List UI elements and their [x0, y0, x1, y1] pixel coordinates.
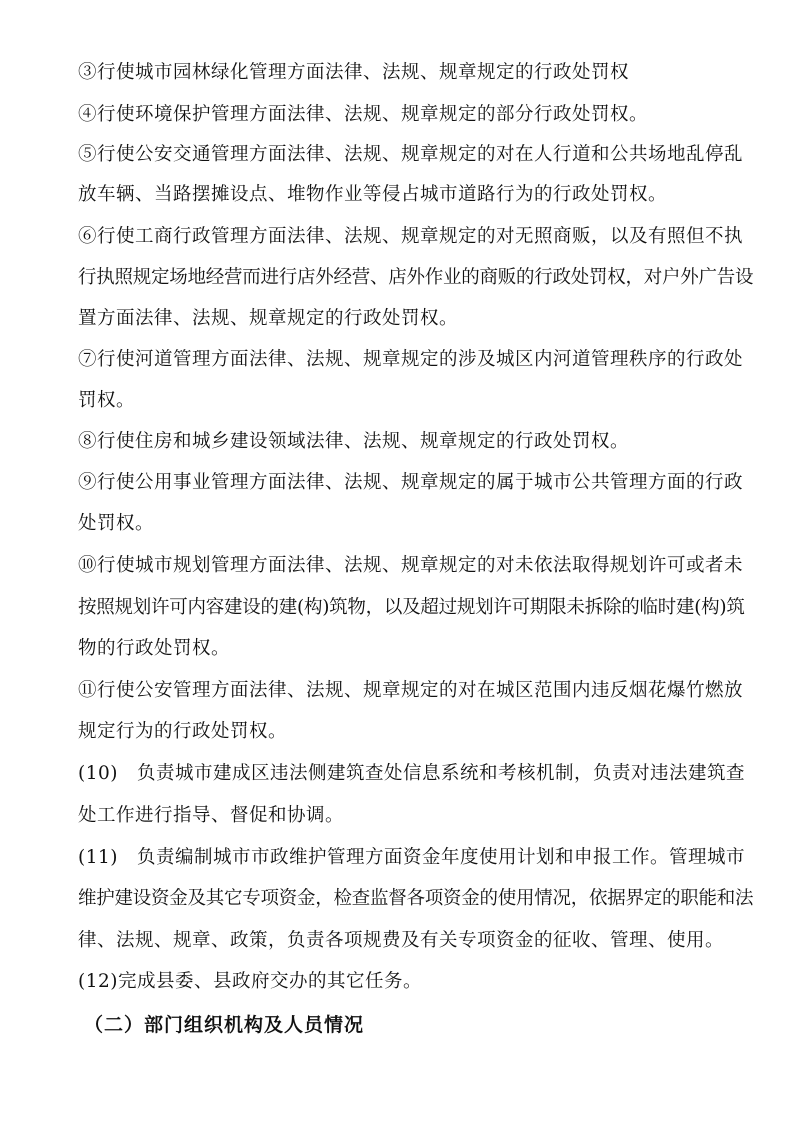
- text-line: ⑧行使住房和城乡建设领域法律、法规、规章规定的行政处罚权。: [78, 431, 630, 452]
- text-line: 按照规划许可内容建设的建(构)筑物，以及超过规划许可期限未拆除的临时建(构)筑: [78, 597, 745, 618]
- text-line: ⑨行使公用事业管理方面法律、法规、规章规定的属于城市公共管理方面的行政: [78, 472, 744, 493]
- text-line: 行执照规定场地经营而进行店外经营、店外作业的商贩的行政处罚权，对户外广告设: [78, 267, 754, 288]
- text-line: ⑩行使城市规划管理方面法律、法规、规章规定的对未依法取得规划许可或者未: [78, 555, 744, 576]
- text-line: ③行使城市园林绿化管理方面法律、法规、规章规定的行政处罚权: [78, 62, 630, 83]
- text-line: 置方面法律、法规、规章规定的行政处罚权。: [78, 308, 459, 329]
- text-line: (10) 负责城市建成区违法侧建筑查处信息系统和考核机制，负责对违法建筑查: [78, 763, 745, 784]
- text-line: 处罚权。: [78, 513, 155, 534]
- text-line: 放车辆、当路摆摊设点、堆物作业等侵占城市道路行为的行政处罚权。: [78, 184, 668, 205]
- text-line: 规定行为的行政处罚权。: [78, 721, 288, 742]
- text-line: (12)完成县委、县政府交办的其它任务。: [78, 971, 422, 992]
- text-line: ⑥行使工商行政管理方面法律、法规、规章规定的对无照商贩，以及有照但不执: [78, 226, 744, 247]
- text-line: 罚权。: [78, 390, 136, 411]
- text-line: ⑪行使公安管理方面法律、法规、规章规定的对在城区范围内违反烟花爆竹燃放: [78, 680, 744, 701]
- text-line: ⑦行使河道管理方面法律、法规、规章规定的涉及城区内河道管理秩序的行政处: [78, 349, 744, 370]
- text-line: 处工作进行指导、督促和协调。: [78, 805, 345, 826]
- text-line: ④行使环境保护管理方面法律、法规、规章规定的部分行政处罚权。: [78, 104, 649, 125]
- text-line: ⑤行使公安交通管理方面法律、法规、规章规定的对在人行道和公共场地乱停乱: [78, 144, 744, 165]
- text-line: (11) 负责编制城市市政维护管理方面资金年度使用计划和申报工作。管理城市: [78, 847, 745, 868]
- section-heading: （二）部门组织机构及人员情况: [84, 1014, 365, 1036]
- text-line: 物的行政处罚权。: [78, 638, 231, 659]
- text-line: 维护建设资金及其它专项资金，检查监督各项资金的使用情况，依据界定的职能和法: [78, 888, 754, 909]
- text-line: 律、法规、规章、政策，负责各项规费及有关专项资金的征收、管理、使用。: [78, 930, 725, 951]
